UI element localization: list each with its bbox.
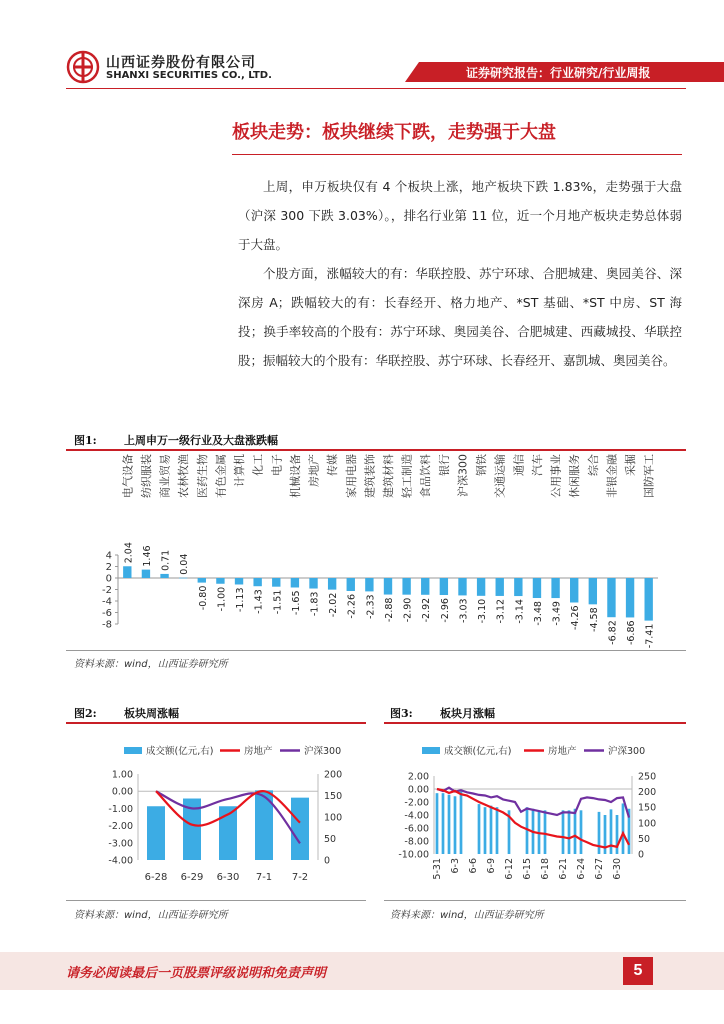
bar xyxy=(589,578,597,604)
bar-value-label: -4.26 xyxy=(570,605,582,631)
volume-bar xyxy=(291,798,309,860)
category-label: 食品饮料 xyxy=(419,454,433,498)
bar xyxy=(142,570,150,578)
bar-value-label: -6.82 xyxy=(607,620,619,645)
category-label: 医药生物 xyxy=(195,454,209,498)
y-left-tick-label: -10.00 xyxy=(398,849,429,861)
bar-value-label: -1.65 xyxy=(290,590,302,616)
paragraph-market: 上周，申万板块仅有 4 个板块上涨，地产板块下跌 1.83%，走势强于大盘（沪深 300 下跌 3.03%）。，排名行业第 11 位，近一个月地产板块走势总体弱于大盘。 xyxy=(238,179,682,252)
bar xyxy=(291,578,299,587)
body-text xyxy=(238,172,682,375)
report-type: 证券研究报告：行业研究/行业周报 xyxy=(466,66,651,80)
monthly-sector-chart xyxy=(384,736,686,896)
bar-value-label: -2.33 xyxy=(365,594,377,619)
figure1-title: 上周申万一级行业及大盘涨跌幅 xyxy=(124,434,278,447)
bar xyxy=(551,578,559,598)
category-label: 采掘 xyxy=(624,454,638,476)
figure1-label: 图1: xyxy=(74,434,97,447)
x-tick-label: 6-24 xyxy=(576,858,587,880)
volume-bar xyxy=(448,795,451,854)
bar-value-label: 0.71 xyxy=(160,549,172,571)
paragraph-stocks: 个股方面，涨幅较大的有：华联控股、苏宁环球、合肥城建、奥园美谷、深深房 A；跌幅较大的有：长春经开、格力地产、*ST 基础、*ST 中房、ST 海投；换手率较高的个股有：苏宁环球、奥园美谷、合肥城建、西藏城投、华联控股；振幅较大的个股有：华联控股、苏宁环球、长春经开、嘉凯城、奥园美谷。 xyxy=(238,266,682,368)
legend-purple-label: 沪深300 xyxy=(304,746,342,757)
bar xyxy=(421,578,429,595)
bar xyxy=(272,578,280,587)
industry-returns-chart xyxy=(66,452,686,648)
bar-value-label: -2.90 xyxy=(402,597,414,623)
header-divider xyxy=(66,88,686,89)
bar-value-label: -2.26 xyxy=(346,593,358,619)
figure3-source: 资料来源：wind，山西证券研究所 xyxy=(390,910,544,921)
y-tick-label: -6 xyxy=(102,608,112,619)
y-left-tick-label: -3.00 xyxy=(108,838,133,850)
legend-red-label: 房地产 xyxy=(244,746,273,757)
legend-bar-label: 成交额(亿元,右) xyxy=(444,746,512,757)
bar xyxy=(402,578,410,595)
volume-bar xyxy=(484,807,487,854)
bar-value-label: -1.51 xyxy=(272,589,284,615)
figure1-bottom-rule xyxy=(66,650,686,651)
bar-value-label: -3.10 xyxy=(477,598,489,624)
x-tick-label: 6-30 xyxy=(612,858,623,880)
bar-value-label: -3.12 xyxy=(495,598,507,624)
x-tick-label: 6-12 xyxy=(504,858,515,880)
y-left-tick-label: -2.00 xyxy=(108,821,133,833)
legend-red-label: 房地产 xyxy=(548,746,577,757)
bar-value-label: 1.46 xyxy=(141,545,153,567)
y-left-tick-label: -6.00 xyxy=(404,823,429,835)
bar-value-label: -3.48 xyxy=(532,601,544,626)
volume-bar xyxy=(622,803,625,854)
figure3-rule xyxy=(384,722,686,724)
footer-disclaimer: 请务必阅读最后一页股票评级说明和免责声明 xyxy=(66,966,327,981)
volume-bar xyxy=(616,815,619,854)
x-tick-label: 6-15 xyxy=(522,858,533,880)
figure3-label: 图3: xyxy=(390,707,413,720)
bar xyxy=(514,578,522,596)
volume-bar xyxy=(544,810,547,854)
category-label: 传媒 xyxy=(326,454,340,476)
bar xyxy=(533,578,541,598)
category-label: 化工 xyxy=(251,454,265,476)
bar-value-label: -2.92 xyxy=(421,597,433,623)
category-label: 银行 xyxy=(437,454,451,476)
x-tick-label: 6-9 xyxy=(486,858,497,874)
volume-bar xyxy=(460,792,463,854)
category-label: 计算机 xyxy=(233,454,247,487)
bar-value-label: -0.80 xyxy=(197,585,209,611)
y-right-tick-label: 150 xyxy=(324,791,343,802)
bar-value-label: -1.83 xyxy=(309,591,321,617)
volume-bar xyxy=(568,810,571,854)
volume-bar xyxy=(436,793,439,854)
y-right-tick-label: 150 xyxy=(638,802,657,814)
bar-value-label: -3.49 xyxy=(551,601,563,626)
bar xyxy=(477,578,485,596)
y-left-tick-label: -4.00 xyxy=(404,810,429,822)
bar xyxy=(216,578,224,584)
volume-bar xyxy=(442,793,445,854)
y-right-tick-label: 100 xyxy=(324,812,343,824)
category-label: 有色金属 xyxy=(214,454,228,498)
volume-bar xyxy=(496,807,499,854)
y-tick-label: 2 xyxy=(105,562,112,573)
y-left-tick-label: 0.00 xyxy=(111,786,133,798)
bar xyxy=(123,566,131,578)
bar-value-label: -3.14 xyxy=(514,599,526,624)
y-tick-label: -4 xyxy=(102,596,112,608)
x-tick-label: 6-18 xyxy=(540,858,551,880)
y-right-tick-label: 200 xyxy=(638,787,657,799)
y-tick-label: -2 xyxy=(102,585,112,596)
legend-bar-swatch xyxy=(422,747,440,754)
y-tick-label: 0 xyxy=(105,573,112,585)
category-label: 农林牧渔 xyxy=(177,454,191,498)
figure1-source: 资料来源：wind，山西证券研究所 xyxy=(74,659,228,670)
bar xyxy=(458,578,466,595)
bar-value-label: -2.96 xyxy=(439,598,451,623)
company-name-en: SHANXI SECURITIES CO., LTD. xyxy=(106,70,272,81)
volume-bar xyxy=(478,804,481,854)
y-tick-label: -8 xyxy=(102,619,112,631)
bar-value-label: -1.00 xyxy=(216,586,228,612)
y-left-tick-label: 1.00 xyxy=(111,769,133,781)
category-label: 汽车 xyxy=(530,454,544,476)
category-label: 公用事业 xyxy=(549,453,563,498)
weekly-sector-chart xyxy=(66,736,366,896)
bar xyxy=(328,578,336,590)
category-label: 国防军工 xyxy=(642,454,656,498)
y-right-tick-label: 200 xyxy=(324,769,343,781)
x-tick-label: 7-1 xyxy=(255,872,273,883)
bar xyxy=(309,578,317,589)
category-label: 家用电器 xyxy=(344,454,358,498)
page-number: 5 xyxy=(623,957,653,985)
bar-value-label: -7.41 xyxy=(644,623,656,648)
x-tick-label: 7-2 xyxy=(291,872,309,883)
category-label: 房地产 xyxy=(307,454,321,487)
category-label: 电子 xyxy=(270,454,284,476)
volume-bar xyxy=(562,810,565,854)
category-label: 机械设备 xyxy=(288,454,302,498)
figure3-title: 板块月涨幅 xyxy=(440,707,495,720)
category-label: 建筑装饰 xyxy=(363,454,377,498)
volume-bar xyxy=(147,806,165,860)
y-left-tick-label: -2.00 xyxy=(404,797,429,809)
bar xyxy=(160,574,168,578)
category-label: 非银金融 xyxy=(605,454,619,498)
bar xyxy=(440,578,448,595)
bar xyxy=(384,578,392,595)
bar xyxy=(645,578,653,621)
category-label: 休闲服务 xyxy=(568,454,582,498)
section-divider xyxy=(232,154,682,155)
legend-purple-label: 沪深300 xyxy=(608,746,646,757)
y-right-tick-label: 50 xyxy=(324,834,337,845)
bar-value-label: -1.13 xyxy=(235,587,247,613)
figure1-rule xyxy=(66,449,686,451)
bar xyxy=(626,578,634,617)
volume-bar xyxy=(598,812,601,854)
y-left-tick-label: -1.00 xyxy=(108,803,133,815)
bar-value-label: -2.88 xyxy=(384,597,395,623)
figure2-title: 板块周涨幅 xyxy=(124,707,179,720)
volume-bar xyxy=(610,809,613,854)
x-tick-label: 5-31 xyxy=(432,858,443,880)
bar-value-label: 2.04 xyxy=(123,542,135,564)
bar xyxy=(570,578,578,602)
bar-value-label: -4.58 xyxy=(588,607,600,632)
figure2-bottom-rule xyxy=(66,900,366,901)
bar xyxy=(235,578,243,584)
bar-value-label: -1.43 xyxy=(253,589,265,614)
bar xyxy=(607,578,615,617)
y-left-tick-label: 2.00 xyxy=(407,771,429,783)
y-right-tick-label: 100 xyxy=(638,818,657,830)
category-label: 电气设备 xyxy=(121,454,135,498)
bar xyxy=(496,578,504,596)
y-tick-label: 4 xyxy=(105,550,112,562)
y-right-tick-label: 50 xyxy=(638,833,651,845)
category-label: 交通运输 xyxy=(493,454,507,498)
y-left-tick-label: -8.00 xyxy=(404,836,429,848)
volume-bar xyxy=(454,796,457,854)
category-label: 钢铁 xyxy=(475,454,489,476)
x-tick-label: 6-28 xyxy=(144,872,168,883)
bar xyxy=(347,578,355,591)
y-right-tick-label: 0 xyxy=(638,849,645,861)
category-label: 商业贸易 xyxy=(158,454,172,498)
section-title: 板块走势：板块继续下跌，走势强于大盘 xyxy=(232,122,556,143)
x-tick-label: 6-21 xyxy=(558,858,569,880)
category-label: 沪深300 xyxy=(456,454,470,497)
x-tick-label: 6-6 xyxy=(468,858,479,874)
company-logo-icon xyxy=(66,50,100,84)
bar-value-label: -3.03 xyxy=(458,598,470,624)
volume-bar xyxy=(490,806,493,854)
category-label: 轻工制造 xyxy=(400,454,414,498)
x-tick-label: 6-29 xyxy=(180,872,204,883)
y-right-tick-label: 0 xyxy=(324,855,331,867)
bar xyxy=(198,578,206,583)
legend-bar-label: 成交额(亿元,右) xyxy=(146,746,214,757)
bar-value-label: 0.04 xyxy=(179,553,191,575)
x-tick-label: 6-30 xyxy=(216,872,240,883)
company-name-cn: 山西证券股份有限公司 xyxy=(106,55,256,71)
category-label: 通信 xyxy=(512,454,526,476)
category-label: 纺织服装 xyxy=(139,454,153,498)
legend-bar-swatch xyxy=(124,747,142,754)
figure2-rule xyxy=(66,722,366,724)
bar-value-label: -2.02 xyxy=(328,592,340,618)
y-left-tick-label: 0.00 xyxy=(407,784,429,796)
y-right-tick-label: 250 xyxy=(638,771,657,783)
category-label: 综合 xyxy=(586,454,600,476)
bar xyxy=(179,578,187,579)
bar xyxy=(253,578,261,586)
figure2-label: 图2: xyxy=(74,707,97,720)
bar-value-label: -6.86 xyxy=(626,620,638,646)
volume-bar xyxy=(580,810,583,854)
figure3-bottom-rule xyxy=(384,900,686,901)
x-tick-label: 6-3 xyxy=(450,858,461,874)
category-label: 建筑材料 xyxy=(382,454,395,498)
figure2-source: 资料来源：wind，山西证券研究所 xyxy=(74,910,228,921)
bar xyxy=(365,578,373,591)
x-tick-label: 6-27 xyxy=(594,858,605,880)
y-left-tick-label: -4.00 xyxy=(108,855,133,867)
volume-bar xyxy=(574,809,577,854)
